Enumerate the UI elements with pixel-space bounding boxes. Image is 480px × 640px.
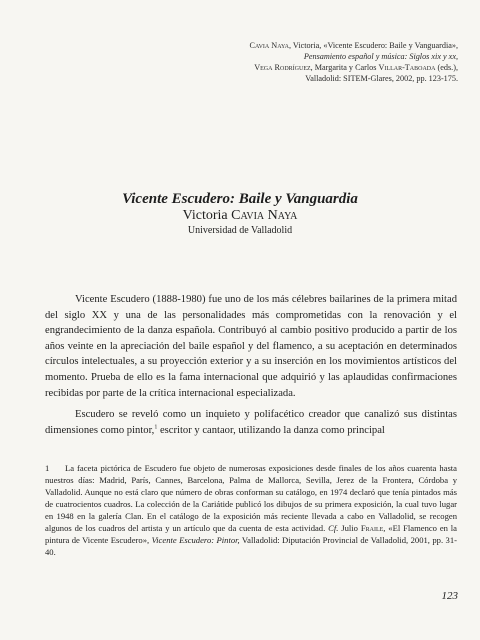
- citation-editor-b: Villar-Taboada: [378, 63, 436, 72]
- citation-line-1: [158, 40, 458, 51]
- paragraph-2: [45, 407, 457, 438]
- citation-reference: [158, 40, 458, 84]
- citation-title: , Victoria, «Vicente Escudero: Baile y Vanguardia»,: [288, 41, 458, 50]
- author-first-name: Victoria: [182, 208, 232, 223]
- footnote-text-c: , «El Flamenco en la pintura de Vicente Escudero»,: [45, 523, 457, 545]
- page-number: 123: [441, 590, 458, 602]
- paragraph-2-start: Escudero se reveló como un inquieto y polifacético creador que canalizó sus distintas dimensiones como pintor,: [45, 409, 457, 436]
- footnote-text-b: Julio: [338, 523, 361, 533]
- body-text: [45, 292, 457, 438]
- citation-editor-mid: , Margarita y Carlos: [310, 63, 379, 72]
- footnote-ref-1: 1: [154, 424, 158, 431]
- citation-line-3: [158, 62, 458, 73]
- citation-line-4: Valladolid: SITEM-Glares, 2002, pp. 123-175.: [305, 74, 458, 83]
- footnote-number: 1: [45, 463, 50, 473]
- paragraph-1: Vicente Escudero (1888-1980) fue uno de los más célebres bailarines de la primera mitad del siglo XX y una de las personalidades más comprometidas con la renovación y el engrandecimiento de la danza española. Contribuyó al cambio positivo producido a partir de los años veinte en la apreciación del baile español y del flamenco, a su aceptación en determinados círculos intelectuales, a su proyección exterior y a su inserción en los movimientos artísticos del momento. Prueba de ello es la fama internacional que adquirió y las aplaudidas confirmaciones recibidas por parte de la crítica internacional especializada.: [45, 294, 457, 399]
- footnote-1: [45, 462, 457, 558]
- article-author: [0, 208, 480, 224]
- title-block: [0, 190, 480, 237]
- citation-author: Cavia Naya: [249, 41, 289, 50]
- citation-eds: (eds.),: [435, 63, 458, 72]
- footnote-text-d: Valladolid: Diputación Provincial de Valladolid, 2001, pp. 31-40.: [45, 535, 457, 557]
- author-last-name: Cavia Naya: [231, 208, 298, 223]
- footnote-text-a: La faceta pictórica de Escudero fue objeto de numerosas exposiciones desde finales de los años cuarenta hasta nuestros días: Madrid, París, Cannes, Barcelona, Palma de Mallorca, Sevilla, Jerez de la Frontera, Córdoba y Valladolid. Aunque no está claro que número de obras conforman su catálogo, en 1974 declaró que tenía pintados más de cuatrocientos cuadros. La colección de la Cariátide publicó los dibujos de su primera exposición, la cual tuvo lugar en 1948 en la galería Clan. En el catálogo de la exposición más reciente llevada a cabo en Valladolid, se recogen algunos de los cuadros del artista y un artículo que da cuenta de esta actividad.: [45, 463, 457, 533]
- footnote-book-title: Vicente Escudero: Pintor,: [151, 535, 240, 545]
- footnote-cf: Cf.: [328, 523, 339, 533]
- author-affiliation: Universidad de Valladolid: [187, 225, 293, 236]
- footnote-author: Fraile: [360, 523, 384, 533]
- paragraph-2-end: escritor y cantaor, utilizando la danza como principal: [157, 424, 385, 436]
- article-title: Vicente Escudero: Baile y Vanguardia: [122, 191, 358, 207]
- citation-editor-a: Vega Rodríguez: [254, 63, 311, 72]
- citation-line-2: Pensamiento español y música: Siglos xix y xx,: [303, 52, 458, 61]
